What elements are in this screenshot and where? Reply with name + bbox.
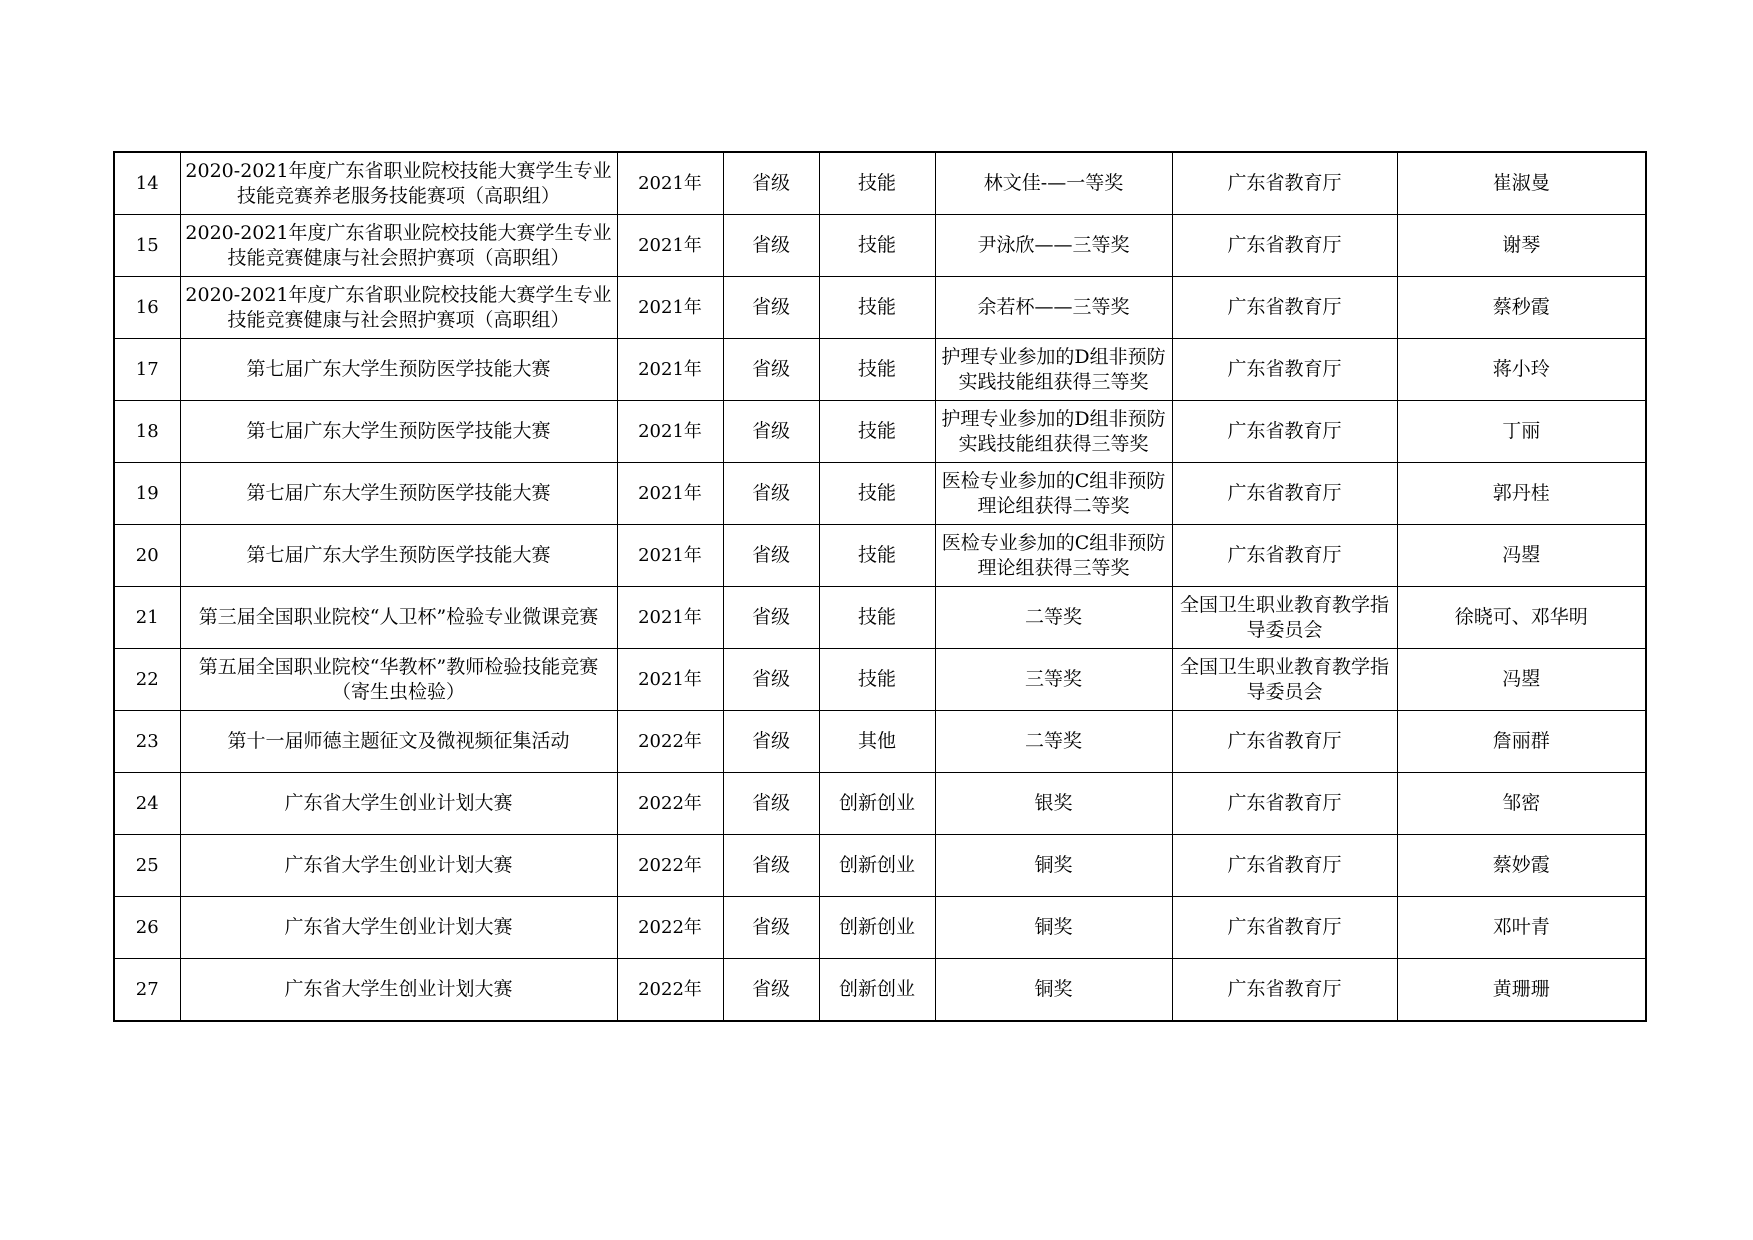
competition-name-cell: 广东省大学生创业计划大赛 xyxy=(180,835,617,897)
level-cell: 省级 xyxy=(723,401,819,463)
row-number-cell: 16 xyxy=(114,277,180,339)
issuer-cell: 广东省教育厅 xyxy=(1172,215,1397,277)
table-row xyxy=(114,215,1646,277)
competition-name-cell: 2020-2021年度广东省职业院校技能大赛学生专业技能竞赛养老服务技能赛项（高职组） xyxy=(180,152,617,215)
row-number-cell: 26 xyxy=(114,897,180,959)
row-number-cell: 21 xyxy=(114,587,180,649)
table-row xyxy=(114,463,1646,525)
category-cell: 技能 xyxy=(819,463,935,525)
category-cell: 技能 xyxy=(819,401,935,463)
issuer-cell: 广东省教育厅 xyxy=(1172,401,1397,463)
level-cell: 省级 xyxy=(723,525,819,587)
award-cell: 铜奖 xyxy=(935,959,1172,1022)
award-cell: 护理专业参加的D组非预防实践技能组获得三等奖 xyxy=(935,339,1172,401)
teacher-cell: 詹丽群 xyxy=(1397,711,1646,773)
table-row xyxy=(114,835,1646,897)
category-cell: 技能 xyxy=(819,587,935,649)
row-number-cell: 15 xyxy=(114,215,180,277)
award-cell: 尹泳欣——三等奖 xyxy=(935,215,1172,277)
issuer-cell: 广东省教育厅 xyxy=(1172,959,1397,1022)
issuer-cell: 全国卫生职业教育教学指导委员会 xyxy=(1172,587,1397,649)
teacher-cell: 蒋小玲 xyxy=(1397,339,1646,401)
year-cell: 2021年 xyxy=(617,463,723,525)
year-cell: 2022年 xyxy=(617,897,723,959)
level-cell: 省级 xyxy=(723,339,819,401)
teacher-cell: 崔淑曼 xyxy=(1397,152,1646,215)
teacher-cell: 蔡妙霞 xyxy=(1397,835,1646,897)
table-row xyxy=(114,525,1646,587)
issuer-cell: 广东省教育厅 xyxy=(1172,525,1397,587)
table-row xyxy=(114,339,1646,401)
table-body xyxy=(114,152,1646,1021)
year-cell: 2021年 xyxy=(617,587,723,649)
category-cell: 技能 xyxy=(819,215,935,277)
year-cell: 2021年 xyxy=(617,401,723,463)
level-cell: 省级 xyxy=(723,773,819,835)
teacher-cell: 邹密 xyxy=(1397,773,1646,835)
competition-name-cell: 第七届广东大学生预防医学技能大赛 xyxy=(180,525,617,587)
year-cell: 2021年 xyxy=(617,649,723,711)
issuer-cell: 广东省教育厅 xyxy=(1172,711,1397,773)
level-cell: 省级 xyxy=(723,835,819,897)
row-number-cell: 19 xyxy=(114,463,180,525)
row-number-cell: 27 xyxy=(114,959,180,1022)
table-row xyxy=(114,711,1646,773)
year-cell: 2022年 xyxy=(617,959,723,1022)
table-row xyxy=(114,277,1646,339)
row-number-cell: 20 xyxy=(114,525,180,587)
teacher-cell: 郭丹桂 xyxy=(1397,463,1646,525)
teacher-cell: 丁丽 xyxy=(1397,401,1646,463)
level-cell: 省级 xyxy=(723,711,819,773)
teacher-cell: 邓叶青 xyxy=(1397,897,1646,959)
award-cell: 三等奖 xyxy=(935,649,1172,711)
competition-name-cell: 第七届广东大学生预防医学技能大赛 xyxy=(180,339,617,401)
award-cell: 医检专业参加的C组非预防理论组获得三等奖 xyxy=(935,525,1172,587)
issuer-cell: 广东省教育厅 xyxy=(1172,897,1397,959)
row-number-cell: 23 xyxy=(114,711,180,773)
competition-name-cell: 广东省大学生创业计划大赛 xyxy=(180,959,617,1022)
award-cell: 余若杯——三等奖 xyxy=(935,277,1172,339)
table-row xyxy=(114,897,1646,959)
category-cell: 技能 xyxy=(819,339,935,401)
category-cell: 创新创业 xyxy=(819,897,935,959)
row-number-cell: 14 xyxy=(114,152,180,215)
competition-name-cell: 第五届全国职业院校“华教杯”教师检验技能竞赛（寄生虫检验） xyxy=(180,649,617,711)
teacher-cell: 黄珊珊 xyxy=(1397,959,1646,1022)
year-cell: 2022年 xyxy=(617,711,723,773)
table-row xyxy=(114,401,1646,463)
level-cell: 省级 xyxy=(723,463,819,525)
table-row xyxy=(114,587,1646,649)
level-cell: 省级 xyxy=(723,649,819,711)
competition-name-cell: 第七届广东大学生预防医学技能大赛 xyxy=(180,463,617,525)
category-cell: 技能 xyxy=(819,525,935,587)
awards-table xyxy=(113,151,1647,1022)
competition-name-cell: 广东省大学生创业计划大赛 xyxy=(180,773,617,835)
level-cell: 省级 xyxy=(723,152,819,215)
teacher-cell: 徐晓可、邓华明 xyxy=(1397,587,1646,649)
award-cell: 二等奖 xyxy=(935,711,1172,773)
year-cell: 2021年 xyxy=(617,215,723,277)
issuer-cell: 广东省教育厅 xyxy=(1172,152,1397,215)
table-row xyxy=(114,152,1646,215)
competition-name-cell: 2020-2021年度广东省职业院校技能大赛学生专业技能竞赛健康与社会照护赛项（高职组） xyxy=(180,215,617,277)
award-cell: 银奖 xyxy=(935,773,1172,835)
year-cell: 2022年 xyxy=(617,835,723,897)
award-cell: 医检专业参加的C组非预防理论组获得二等奖 xyxy=(935,463,1172,525)
level-cell: 省级 xyxy=(723,277,819,339)
competition-name-cell: 第十一届师德主题征文及微视频征集活动 xyxy=(180,711,617,773)
year-cell: 2021年 xyxy=(617,152,723,215)
competition-name-cell: 第三届全国职业院校“人卫杯”检验专业微课竞赛 xyxy=(180,587,617,649)
row-number-cell: 25 xyxy=(114,835,180,897)
row-number-cell: 17 xyxy=(114,339,180,401)
category-cell: 技能 xyxy=(819,152,935,215)
issuer-cell: 广东省教育厅 xyxy=(1172,277,1397,339)
year-cell: 2022年 xyxy=(617,773,723,835)
year-cell: 2021年 xyxy=(617,525,723,587)
award-cell: 铜奖 xyxy=(935,835,1172,897)
row-number-cell: 22 xyxy=(114,649,180,711)
level-cell: 省级 xyxy=(723,587,819,649)
teacher-cell: 谢琴 xyxy=(1397,215,1646,277)
issuer-cell: 广东省教育厅 xyxy=(1172,463,1397,525)
competition-name-cell: 2020-2021年度广东省职业院校技能大赛学生专业技能竞赛健康与社会照护赛项（高职组） xyxy=(180,277,617,339)
issuer-cell: 广东省教育厅 xyxy=(1172,773,1397,835)
award-cell: 铜奖 xyxy=(935,897,1172,959)
teacher-cell: 冯曌 xyxy=(1397,649,1646,711)
category-cell: 技能 xyxy=(819,649,935,711)
category-cell: 创新创业 xyxy=(819,773,935,835)
teacher-cell: 蔡秒霞 xyxy=(1397,277,1646,339)
row-number-cell: 24 xyxy=(114,773,180,835)
table-row xyxy=(114,959,1646,1022)
table-row xyxy=(114,773,1646,835)
issuer-cell: 广东省教育厅 xyxy=(1172,339,1397,401)
row-number-cell: 18 xyxy=(114,401,180,463)
category-cell: 创新创业 xyxy=(819,835,935,897)
award-cell: 林文佳-—一等奖 xyxy=(935,152,1172,215)
year-cell: 2021年 xyxy=(617,339,723,401)
issuer-cell: 广东省教育厅 xyxy=(1172,835,1397,897)
competition-name-cell: 第七届广东大学生预防医学技能大赛 xyxy=(180,401,617,463)
table-row xyxy=(114,649,1646,711)
award-cell: 护理专业参加的D组非预防实践技能组获得三等奖 xyxy=(935,401,1172,463)
level-cell: 省级 xyxy=(723,897,819,959)
issuer-cell: 全国卫生职业教育教学指导委员会 xyxy=(1172,649,1397,711)
category-cell: 其他 xyxy=(819,711,935,773)
year-cell: 2021年 xyxy=(617,277,723,339)
teacher-cell: 冯曌 xyxy=(1397,525,1646,587)
award-cell: 二等奖 xyxy=(935,587,1172,649)
category-cell: 创新创业 xyxy=(819,959,935,1022)
level-cell: 省级 xyxy=(723,215,819,277)
category-cell: 技能 xyxy=(819,277,935,339)
level-cell: 省级 xyxy=(723,959,819,1022)
competition-name-cell: 广东省大学生创业计划大赛 xyxy=(180,897,617,959)
